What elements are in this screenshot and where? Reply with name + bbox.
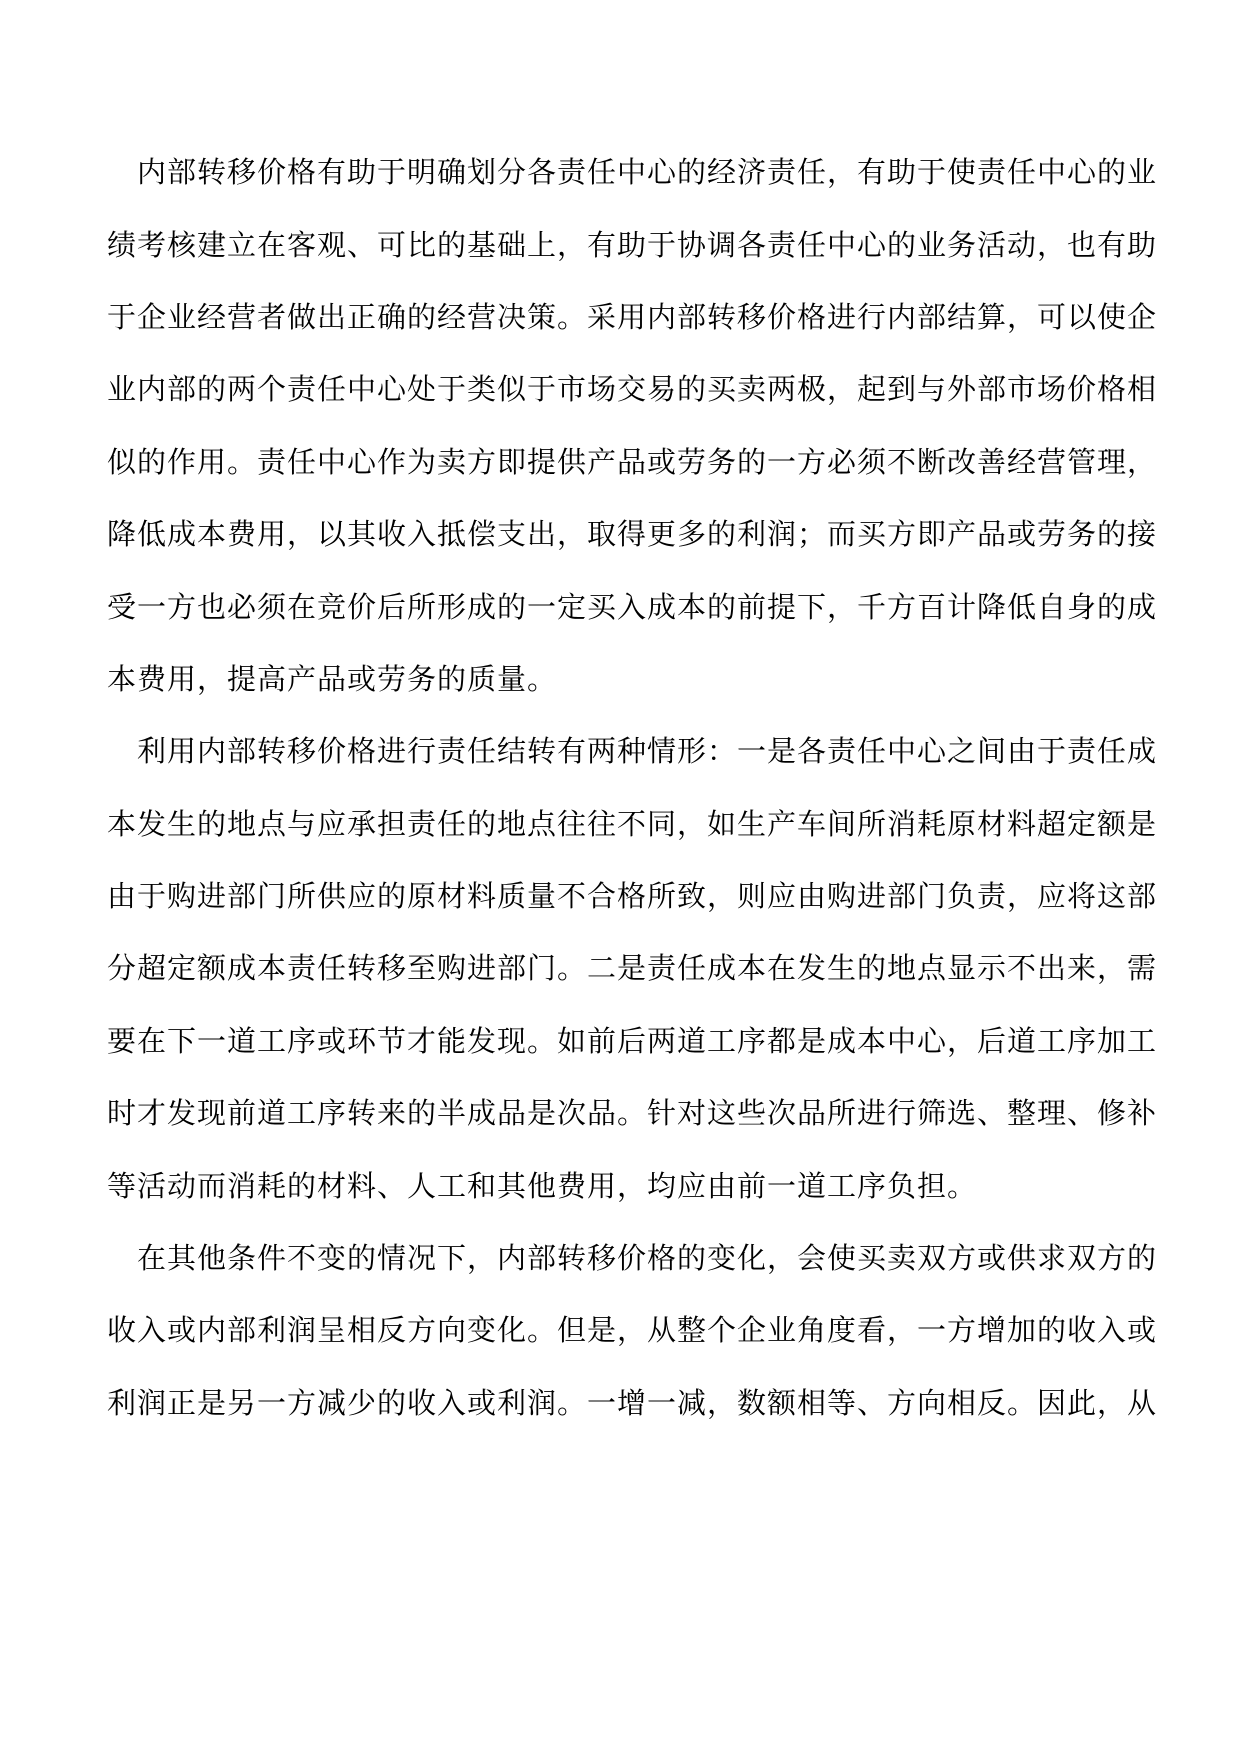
paragraph-1-line-5: 似的作用。责任中心作为卖方即提供产品或劳务的一方必须不断改善经营管理，: [107, 445, 1158, 479]
paragraph-2-line-6: 时才发现前道工序转来的半成品是次品。针对这些次品所进行筛选、整理、修补: [107, 1096, 1158, 1130]
paragraph-2-line-1: 利用内部转移价格进行责任结转有两种情形：一是各责任中心之间由于责任成: [137, 734, 1158, 768]
paragraph-3-line-1: 在其他条件不变的情况下，内部转移价格的变化，会使买卖双方或供求双方的: [137, 1241, 1158, 1275]
paragraph-3-line-2: 收入或内部利润呈相反方向变化。但是，从整个企业角度看，一方增加的收入或: [107, 1313, 1158, 1347]
paragraph-2-line-4: 分超定额成本责任转移至购进部门。二是责任成本在发生的地点显示不出来，需: [107, 951, 1158, 985]
paragraph-2-line-5: 要在下一道工序或环节才能发现。如前后两道工序都是成本中心，后道工序加工: [107, 1024, 1158, 1058]
paragraph-1-line-2: 绩考核建立在客观、可比的基础上，有助于协调各责任中心的业务活动，也有助: [107, 228, 1158, 262]
paragraph-2-line-7: 等活动而消耗的材料、人工和其他费用，均应由前一道工序负担。: [107, 1169, 978, 1203]
paragraph-1-line-4: 业内部的两个责任中心处于类似于市场交易的买卖两极，起到与外部市场价格相: [107, 372, 1158, 406]
paragraph-2-line-3: 由于购进部门所供应的原材料质量不合格所致，则应由购进部门负责，应将这部: [107, 879, 1158, 913]
paragraph-1-line-1: 内部转移价格有助于明确划分各责任中心的经济责任，有助于使责任中心的业: [137, 155, 1158, 189]
paragraph-1-line-3: 于企业经营者做出正确的经营决策。采用内部转移价格进行内部结算，可以使企: [107, 300, 1158, 334]
paragraph-1-line-7: 受一方也必须在竞价后所形成的一定买入成本的前提下，千方百计降低自身的成: [107, 590, 1158, 624]
paragraph-1-line-6: 降低成本费用，以其收入抵偿支出，取得更多的利润；而买方即产品或劳务的接: [107, 517, 1158, 551]
paragraph-3-line-3: 利润正是另一方减少的收入或利润。一增一减，数额相等、方向相反。因此，从: [107, 1386, 1158, 1420]
paragraph-1-line-8: 本费用，提高产品或劳务的质量。: [107, 662, 558, 696]
paragraph-2-line-2: 本发生的地点与应承担责任的地点往往不同，如生产车间所消耗原材料超定额是: [107, 807, 1158, 841]
